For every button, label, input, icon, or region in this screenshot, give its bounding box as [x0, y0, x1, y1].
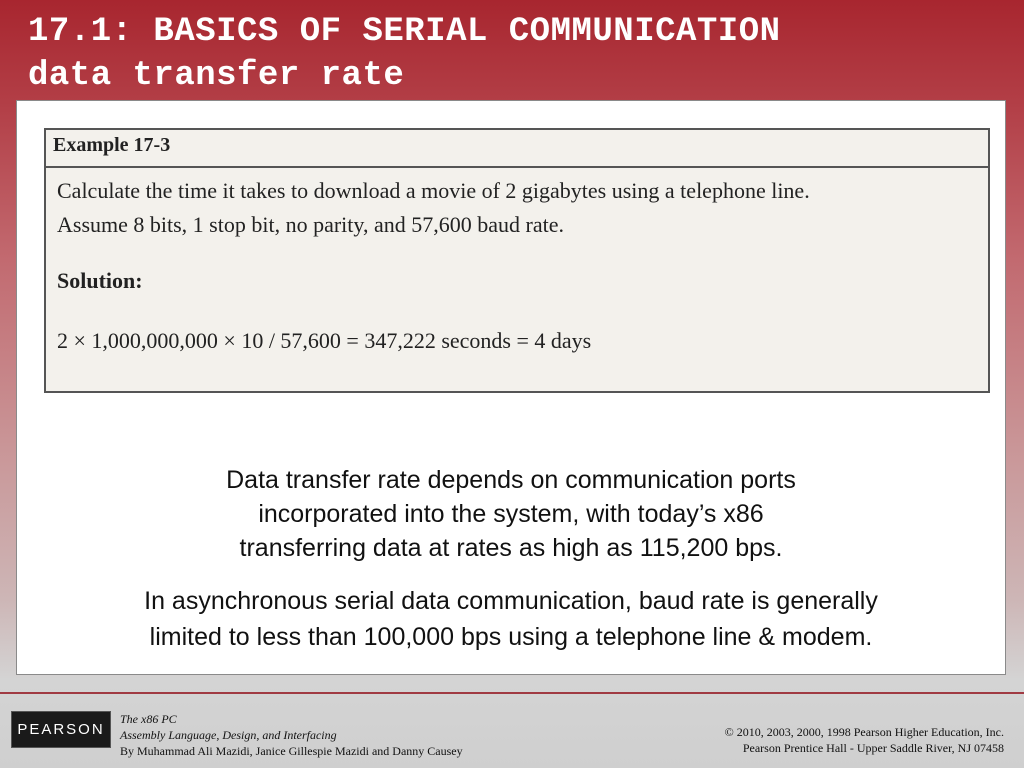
title-line-1: 17.1: BASICS OF SERIAL COMMUNICATION [28, 13, 781, 51]
example-heading: Example 17-3 [46, 130, 988, 168]
example-body [46, 168, 988, 358]
pearson-logo: PEARSON [11, 711, 111, 748]
solution-formula: 2 × 1,000,000,000 × 10 / 57,600 = 347,222 seconds = 4 days [57, 328, 592, 353]
copyright-line: © 2010, 2003, 2000, 1998 Pearson Higher Education, Inc. [724, 725, 1004, 739]
example-box [44, 128, 990, 393]
content-panel [16, 100, 1006, 675]
publisher-line: Pearson Prentice Hall - Upper Saddle River, NJ 07458 [742, 741, 1004, 755]
paragraph-1 [17, 463, 1005, 565]
book-info [120, 711, 463, 759]
paragraph-1-line-3: transferring data at rates as high as 115,200 bps. [239, 534, 783, 562]
slide-title [28, 10, 781, 98]
book-title: The x86 PC [120, 712, 177, 726]
paragraph-2 [17, 583, 1005, 655]
copyright-info [725, 724, 1004, 756]
book-subtitle: Assembly Language, Design, and Interfacing [120, 728, 337, 742]
book-authors: By Muhammad Ali Mazidi, Janice Gillespie Mazidi and Danny Causey [120, 744, 463, 758]
footer-divider [0, 692, 1024, 694]
title-line-2: data transfer rate [28, 57, 405, 95]
paragraph-1-line-2: incorporated into the system, with today’s x86 [258, 500, 764, 528]
paragraph-2-line-2: limited to less than 100,000 bps using a telephone line & modem. [149, 623, 873, 651]
paragraph-2-line-1: In asynchronous serial data communication, baud rate is generally [144, 587, 878, 615]
question-line-2: Assume 8 bits, 1 stop bit, no parity, and 57,600 baud rate. [57, 212, 564, 237]
solution-label: Solution: [57, 268, 143, 293]
paragraph-1-line-1: Data transfer rate depends on communication ports [226, 466, 796, 494]
question-line-1: Calculate the time it takes to download a movie of 2 gigabytes using a telephone line. [57, 178, 810, 203]
